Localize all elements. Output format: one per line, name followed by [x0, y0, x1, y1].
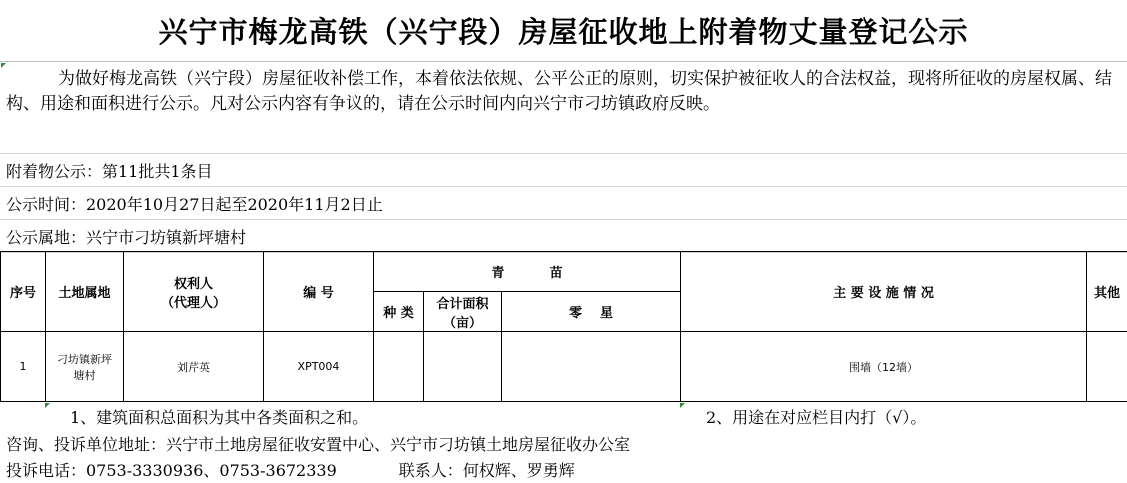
batch-info: 附着物公示：第11批共1条目: [0, 154, 1127, 187]
cell-land: [46, 332, 124, 402]
header-code: 编 号: [264, 252, 374, 332]
complaint-phone: 投诉电话：0753-3330936、0753-3672339: [6, 461, 337, 480]
period-info: 公示时间：2020年10月27日起至2020年11月2日止: [0, 187, 1127, 220]
survey-table: [0, 251, 1127, 402]
header-other: 其他: [1087, 252, 1127, 332]
location-info: 公示属地：兴宁市刁坊镇新坪塘村: [0, 220, 1127, 253]
notice-title: 兴宁市梅龙高铁（兴宁段）房屋征收地上附着物丈量登记公示: [0, 0, 1127, 62]
header-owner: [124, 252, 264, 332]
cell-seq: 1: [1, 332, 46, 402]
cell-scattered: [502, 332, 681, 402]
cell-comment-marker: [1, 63, 6, 68]
cell-land-line2: 塘村: [73, 368, 96, 382]
cell-code: XPT004: [264, 332, 374, 402]
note-usage: 2、用途在对应栏目内打（√）。: [706, 408, 927, 427]
header-crop-area-line1: 合计面积: [436, 296, 489, 312]
cell-land-line1: 刁坊镇新坪: [57, 352, 112, 366]
header-land: 土地属地: [46, 252, 124, 332]
header-seq: 序号: [1, 252, 46, 332]
header-crop-type: 种 类: [374, 292, 424, 332]
header-scattered: 零 星: [502, 292, 681, 332]
header-crop: 青 苗: [374, 252, 681, 292]
header-owner-line1: 权利人: [173, 276, 213, 292]
note-area: 1、建筑面积总面积为其中各类面积之和。: [70, 408, 369, 427]
cell-facilities: 围墙（12墙）: [681, 332, 1087, 402]
contact-phone-row: [0, 456, 1127, 483]
cell-comment-marker: [45, 403, 50, 408]
header-crop-area-line2: （亩）: [442, 315, 482, 331]
table-row: [1, 332, 1127, 402]
cell-crop-area: [424, 332, 502, 402]
cell-other: [1087, 332, 1127, 402]
intro-paragraph: [0, 62, 1127, 154]
header-facilities: 主 要 设 施 情 况: [681, 252, 1087, 332]
header-owner-line2: （代理人）: [160, 295, 226, 311]
contact-address: 咨询、投诉单位地址：兴宁市土地房屋征收安置中心、兴宁市刁坊镇土地房屋征收办公室: [6, 434, 631, 454]
notes-row: [0, 402, 1127, 430]
cell-crop-type: [374, 332, 424, 402]
header-row-1: [1, 252, 1127, 292]
contact-person: 联系人：何权辉、罗勇辉: [398, 461, 575, 480]
header-crop-area: [424, 292, 502, 332]
intro-text: 为做好梅龙高铁（兴宁段）房屋征收补偿工作，本着依法依规、公平公正的原则，切实保护被征收人的合法权益，现将所征收的房屋权属、结构、用途和面积进行公示。凡对公示内容有争议的，请在公示时间内向兴宁市刁坊镇政府反映。: [6, 69, 1112, 114]
cell-comment-marker: [680, 403, 685, 408]
cell-owner: 刘芹英: [124, 332, 264, 402]
